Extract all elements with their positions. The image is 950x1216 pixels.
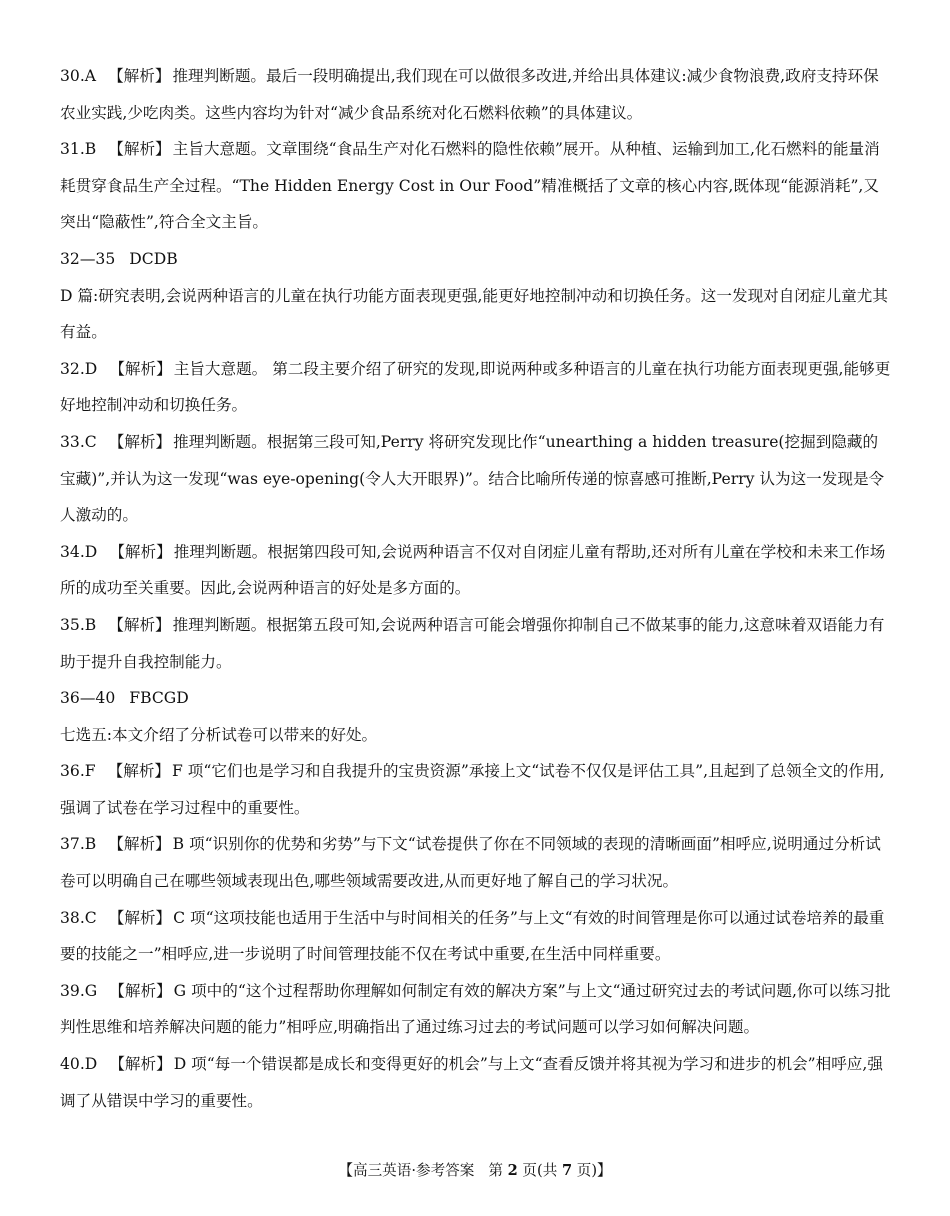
analysis-tag: 【解析】 (109, 542, 172, 561)
group-key: FBCGD (129, 689, 189, 708)
seven-choose-five-summary: 七选五:本文介绍了分析试卷可以带来的好处。 (60, 725, 378, 744)
analysis-tag: 【解析】 (107, 762, 171, 781)
question-number: 39.G (60, 981, 98, 1000)
footer-page-prefix: 第 (488, 1162, 503, 1179)
answer-40 (60, 1046, 892, 1119)
analysis-text: 主旨大意题。文章围绕“食品生产对化石燃料的隐性依赖”展开。从种植、运输到加工,化石燃料的能量消耗贯穿食品生产全过程。“The Hidden Energy Cost in Our Food”精准概括了文章的核心内容,既体现“能源消耗”,又突出“隐蔽性”,符合全文主旨。 (60, 140, 880, 232)
answer-group-32-35 (60, 241, 892, 278)
question-number: 35.B (60, 615, 97, 634)
question-number: 30.A (60, 67, 97, 85)
analysis-text: 推理判断题。最后一段明确提出,我们现在可以做很多改进,并给出具体建议:减少食物浪费,政府支持环保农业实践,少吃肉类。这些内容均为针对“减少食品系统对化石燃料依赖”的具体建议。 (60, 67, 879, 122)
analysis-text: F 项“它们也是学习和自我提升的宝贵资源”承接上文“试卷不仅仅是评估工具”,且起到了总领全文的作用,强调了试卷在学习过程中的重要性。 (60, 762, 885, 817)
analysis-tag: 【解析】 (108, 140, 171, 159)
answer-36 (60, 753, 892, 826)
answer-39 (60, 973, 892, 1046)
answer-30 (60, 58, 892, 131)
analysis-tag: 【解析】 (108, 615, 171, 634)
analysis-text: C 项“这项技能也适用于生活中与时间相关的任务”与上文“有效的时间管理是你可以通过试卷培养的最重要的技能之一”相呼应,进一步说明了时间管理技能不仅在考试中重要,在生活中同样重要。 (60, 908, 885, 964)
group-key: DCDB (129, 249, 178, 268)
question-number: 40.D (60, 1055, 98, 1074)
page-footer (0, 1159, 950, 1180)
analysis-tag: 【解析】 (108, 432, 172, 451)
analysis-tag: 【解析】 (108, 67, 171, 85)
answer-32 (60, 351, 892, 424)
footer-total-pages: 7 (561, 1162, 573, 1179)
analysis-text: 推理判断题。根据第三段可知,Perry 将研究发现比作“unearthing a hidden treasure(挖掘到隐藏的宝藏)”,并认为这一发现“was eye-opening(令人大开眼界)”。结合比喻所传递的惊喜感可推断,Perry 认为这一发现是令人激动的。 (60, 432, 885, 525)
question-number: 37.B (60, 835, 97, 854)
answer-37 (60, 826, 892, 899)
group-range: 32—35 (60, 249, 116, 268)
answer-34 (60, 534, 892, 607)
question-number: 38.C (60, 908, 97, 927)
answer-31 (60, 131, 892, 241)
analysis-text: G 项中的“这个过程帮助你理解如何制定有效的解决方案”与上文“通过研究过去的考试问题,你可以练习批判性思维和培养解决问题的能力”相呼应,明确指出了通过练习过去的考试问题可以学习如何解决问题。 (60, 981, 891, 1037)
answer-key-page (60, 58, 892, 1119)
footer-page-suffix: 页)】 (576, 1162, 612, 1179)
analysis-tag: 【解析】 (109, 359, 172, 378)
analysis-tag: 【解析】 (108, 908, 172, 927)
footer-title: 【高三英语·参考答案 (338, 1162, 475, 1179)
analysis-tag: 【解析】 (109, 1055, 172, 1074)
question-number: 34.D (60, 542, 98, 561)
footer-page-number: 2 (507, 1162, 518, 1179)
analysis-text: 主旨大意题。 第二段主要介绍了研究的发现,即说两种或多种语言的儿童在执行功能方面表现更强,能够更好地控制冲动和切换任务。 (60, 359, 891, 415)
group-range: 36—40 (60, 689, 116, 708)
question-number: 33.C (60, 432, 97, 451)
answer-38 (60, 900, 892, 973)
analysis-text: 推理判断题。根据第五段可知,会说两种语言可能会增强你抑制自己不做某事的能力,这意味着双语能力有助于提升自我控制能力。 (60, 615, 885, 671)
answer-group-36-40 (60, 680, 892, 717)
footer-page-mid: 页(共 (522, 1162, 558, 1179)
question-number: 31.B (60, 140, 97, 159)
analysis-text: D 项“每一个错误都是成长和变得更好的机会”与上文“查看反馈并将其视为学习和进步的机会”相呼应,强调了从错误中学习的重要性。 (60, 1055, 883, 1110)
analysis-tag: 【解析】 (109, 981, 172, 1000)
passage-d-summary: D 篇:研究表明,会说两种语言的儿童在执行功能方面表现更强,能更好地控制冲动和切换任务。这一发现对自闭症儿童尤其有益。 (60, 286, 888, 342)
analysis-tag: 【解析】 (108, 835, 171, 854)
answer-35 (60, 607, 892, 680)
question-number: 32.D (60, 359, 98, 378)
answer-33 (60, 424, 892, 534)
analysis-text: 推理判断题。根据第四段可知,会说两种语言不仅对自闭症儿童有帮助,还对所有儿童在学校和未来工作场所的成功至关重要。因此,会说两种语言的好处是多方面的。 (60, 542, 886, 598)
question-number: 36.F (60, 762, 96, 781)
analysis-text: B 项“识别你的优势和劣势”与下文“试卷提供了你在不同领域的表现的清晰画面”相呼应,说明通过分析试卷可以明确自己在哪些领域表现出色,哪些领域需要改进,从而更好地了解自己的学习状况。 (60, 835, 881, 891)
